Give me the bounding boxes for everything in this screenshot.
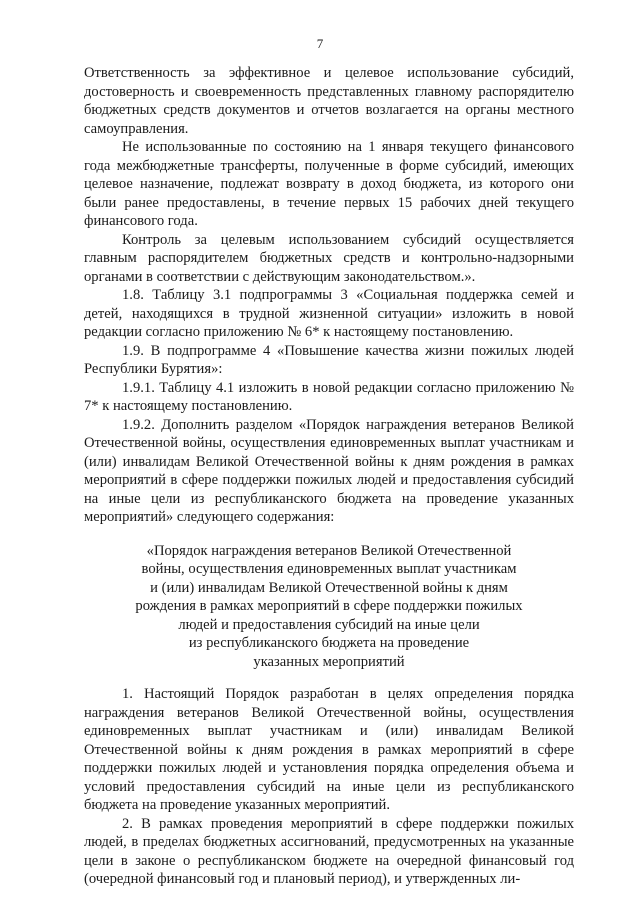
document-body (84, 64, 574, 889)
heading-line: людей и предоставления субсидий на иные цели (178, 616, 480, 633)
paragraph-responsibility: Ответственность за эффективное и целевое использование субсидий, достоверность и своевременность представленных главному распорядителю бюджетных средств документов и отчетов возлагается на органы местного самоуправления. (84, 65, 574, 137)
heading-line: войны, осуществления единовременных выплат участникам (141, 561, 517, 577)
heading-line: рождения в рамках мероприятий в сфере поддержки пожилых (135, 598, 523, 614)
paragraph-unused-transfers: Не использованные по состоянию на 1 января текущего финансового года межбюджетные трансферты, полученные в форме субсидий, имеющих целевое назначение, подлежат возврату в доход бюджета, из которого они были ранее предоставлены, в течение первых 15 рабочих дней текущего финансового года. (84, 139, 574, 229)
heading-line: из республиканского бюджета на проведение (188, 635, 470, 651)
heading-line: «Порядок награждения ветеранов Великой Отечественной (146, 542, 512, 559)
paragraph-1-9-1: 1.9.1. Таблицу 4.1 изложить в новой редакции согласно приложению № 7* к настоящему постановлению. (84, 379, 574, 414)
section-heading (84, 542, 574, 672)
paragraph-order-2: 2. В рамках проведения мероприятий в сфере поддержки пожилых людей, в пределах бюджетных ассигнований, предусмотренных на указанные цели в законе о республиканском бюджете на очередной финансовый год (очередной финансовый год и плановый период), и утвержденных ли- (84, 815, 574, 887)
heading-line: и (или) инвалидам Великой Отечественной войны к дням (150, 579, 508, 596)
paragraph-order-1: 1. Настоящий Порядок разработан в целях определения порядка награждения ветеранов Великой Отечественной войны, осуществления единовременных выплат участникам и (или) инвалидам Великой Отечественной войны к дням рождения в рамках мероприятий в сфере поддержки пожилых людей и установления порядка определения объема и условий предоставления субсидий на иные цели из республиканского бюджета на проведение указанных мероприятий. (84, 686, 574, 813)
paragraph-control: Контроль за целевым использованием субсидий осуществляется главным распорядителем бюджетных средств и контрольно-надзорными органами в соответствии с действующим законодательством.». (84, 231, 574, 285)
heading-line: указанных мероприятий (253, 653, 405, 670)
paragraph-1-8: 1.8. Таблицу 3.1 подпрограммы 3 «Социальная поддержка семей и детей, находящихся в трудной жизненной ситуации» изложить в новой редакции согласно приложению № 6* к настоящему постановлению. (84, 287, 574, 340)
page-number: 7 (316, 36, 324, 51)
paragraph-1-9: 1.9. В подпрограмме 4 «Повышение качества жизни пожилых людей Республики Бурятия»: (84, 342, 574, 377)
paragraph-1-9-2: 1.9.2. Дополнить разделом «Порядок награждения ветеранов Великой Отечественной войны, осуществления единовременных выплат участникам и (или) инвалидам Великой Отечественной войны к дням рождения в рамках мероприятий в сфере поддержки пожилых людей и предоставления субсидий на иные цели из республиканского бюджета на проведение указанных мероприятий» следующего содержания: (84, 416, 574, 525)
